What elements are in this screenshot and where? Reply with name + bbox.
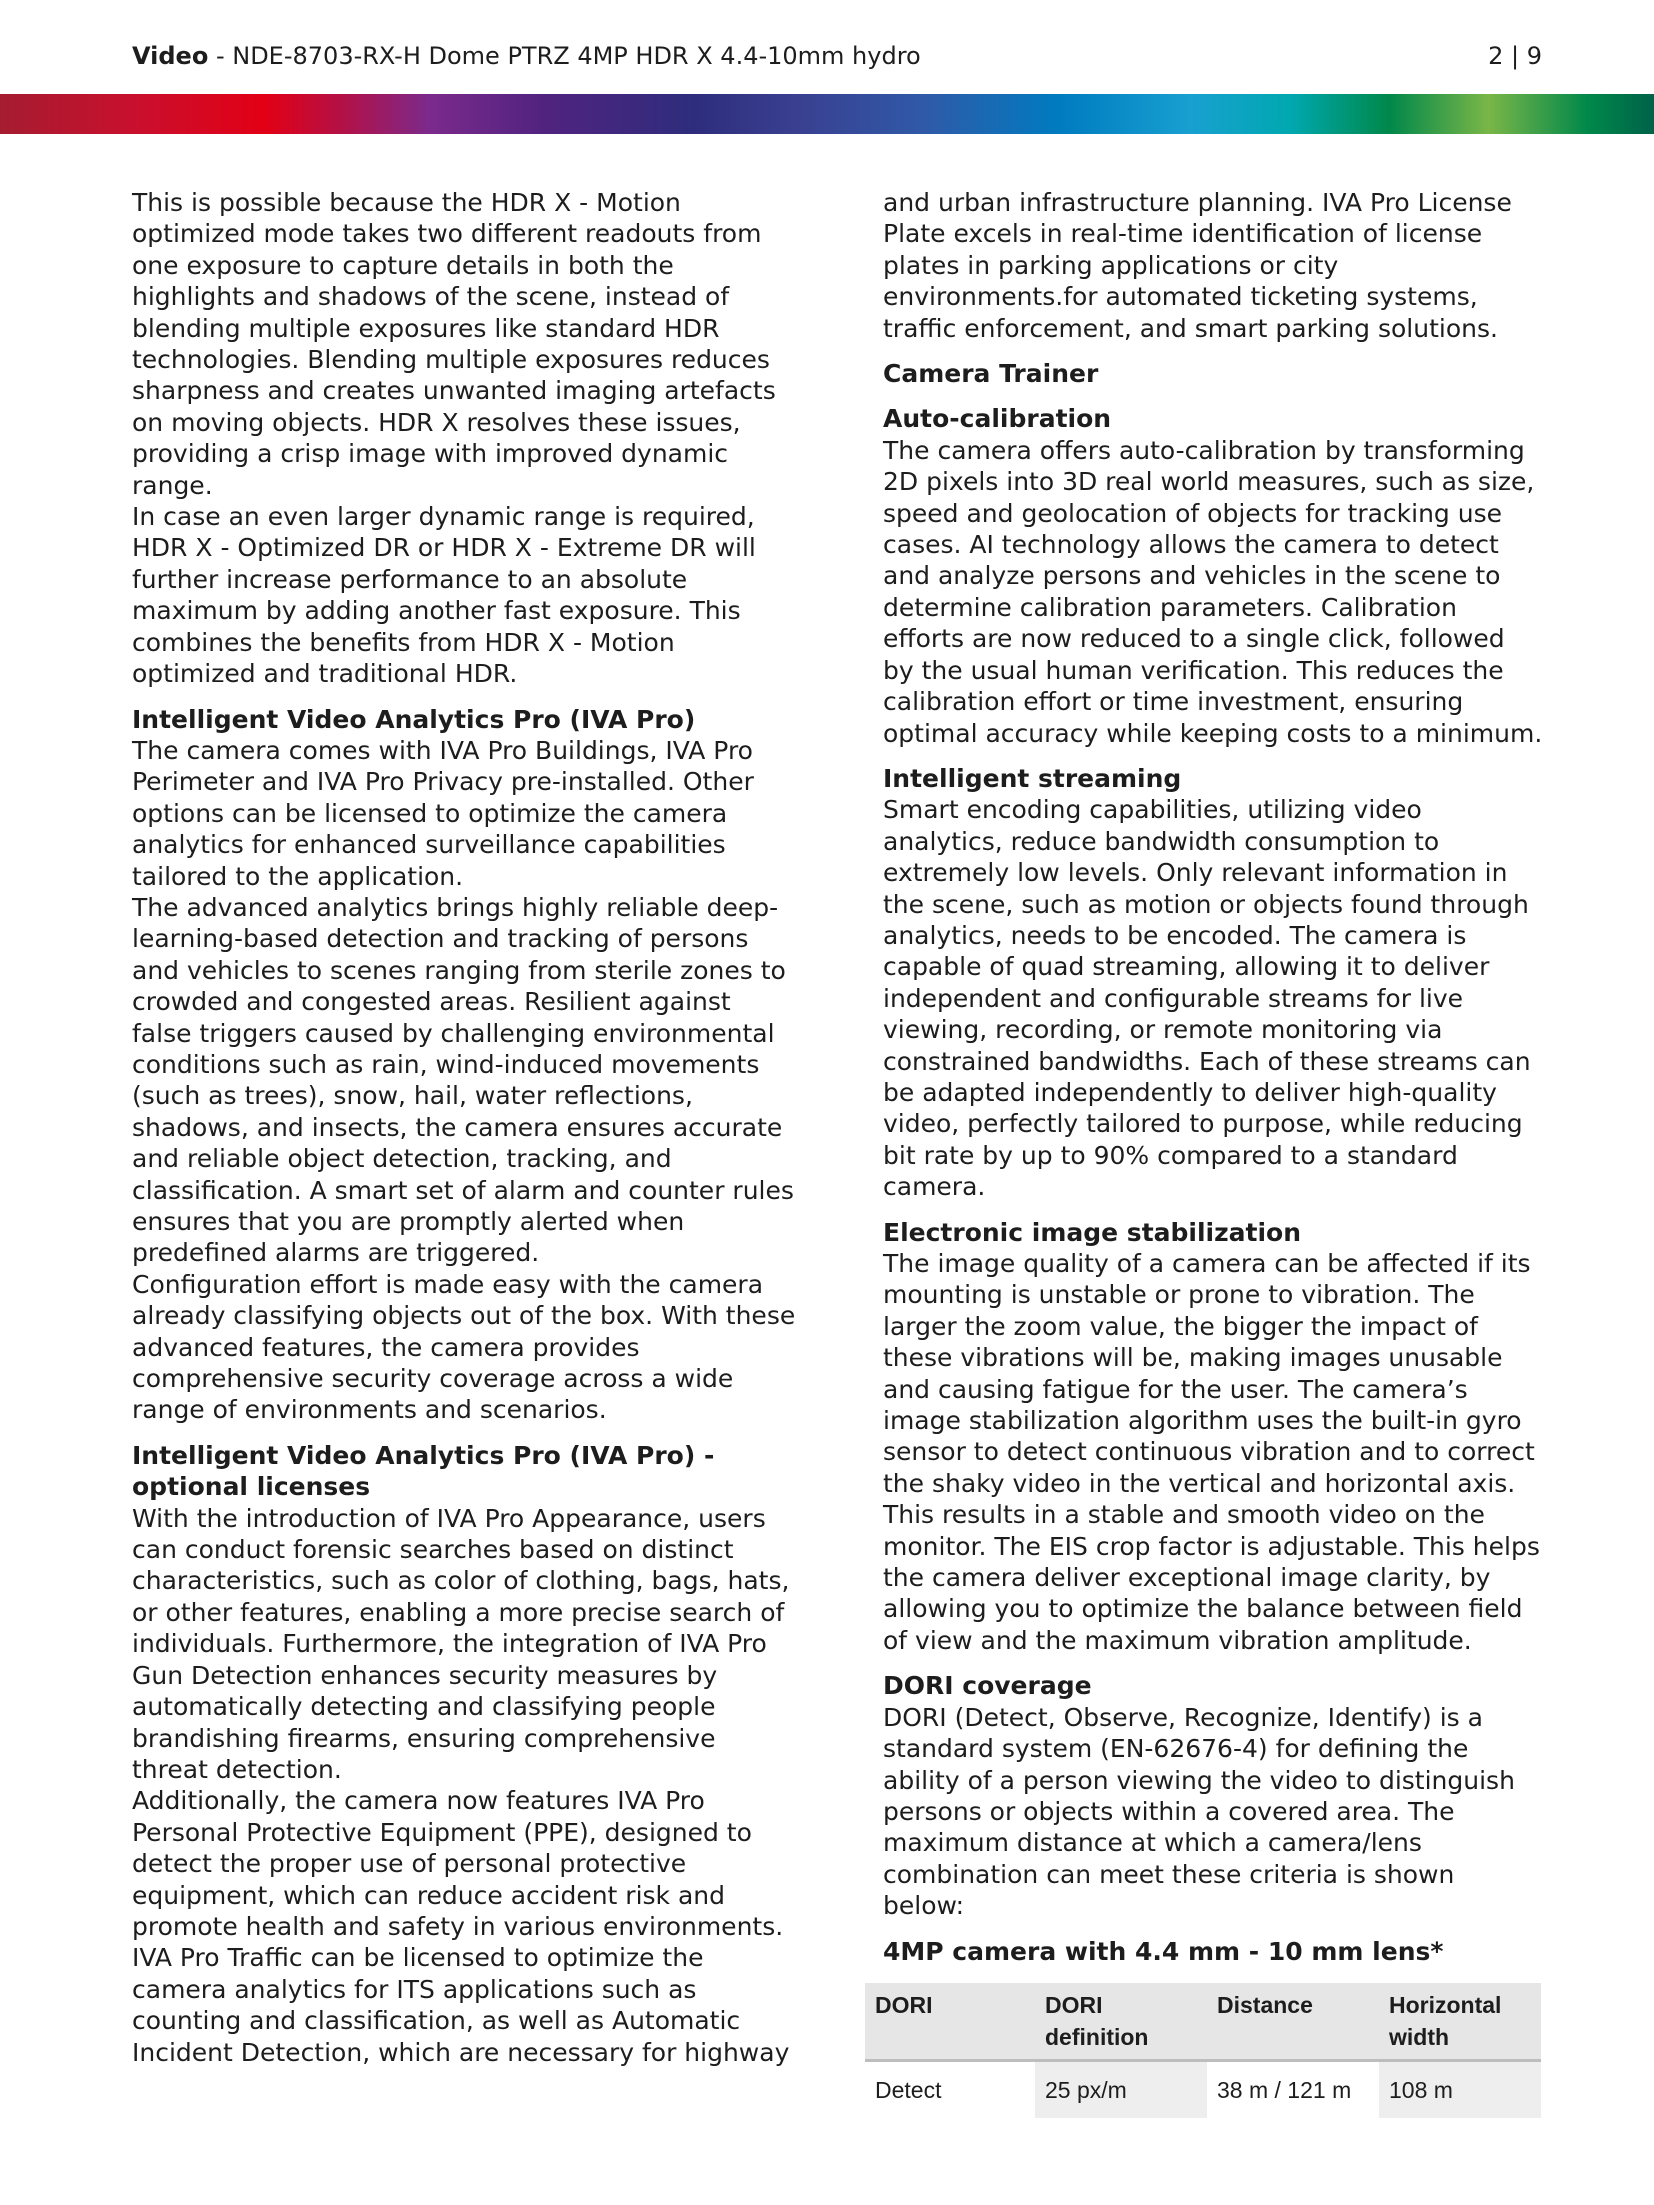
page-number: 2 | 9 <box>1488 42 1542 70</box>
paragraph: The advanced analytics brings highly reliable deep-learning-based detection and tracking of persons and vehicles to scenes ranging from sterile zones to crowded and congested areas. Resilient against false triggers caused by challenging environmental conditions such as rain, wind-induced movements (such as trees), snow, hail, water reflections, shadows, and insects, the camera ensures accurate and reliable object detection, tracking, and classification. A smart set of alarm and counter rules ensures that you are promptly alerted when predefined alarms are triggered. <box>132 892 794 1268</box>
column-header: DORI <box>865 1983 1035 2061</box>
header-title: - NDE-8703-RX-H Dome PTRZ 4MP HDR X 4.4-10mm hydro <box>208 42 921 70</box>
section-heading: Intelligent Video Analytics Pro (IVA Pro) <box>132 704 696 734</box>
section-heading: DORI coverage <box>883 1671 1092 1701</box>
paragraph: and urban infrastructure planning. IVA Pro License Plate excels in real-time identification of license plates in parking applications or city environments.for automated ticketing systems, traffic enforcement, and smart parking solutions. <box>883 188 1512 343</box>
paragraph: Smart encoding capabilities, utilizing video analytics, reduce bandwidth consumption to extremely low levels. Only relevant information in the scene, such as motion or objects found through analytics, needs to be encoded. The camera is capable of quad streaming, allowing it to deliver independent and configurable streams for live viewing, recording, or remote monitoring via constrained bandwidths. Each of these streams can be adapted independently to deliver high-quality video, perfectly tailored to purpose, while reducing bit rate by up to 90% compared to a standard camera. <box>883 795 1531 1202</box>
paragraph: The camera offers auto-calibration by transforming 2D pixels into 3D real world measures, such as size, speed and geolocation of objects for tracking use cases. AI technology allows the camera to detect and analyze persons and vehicles in the scene to determine calibration parameters. Calibration efforts are now reduced to a single click, followed by the usual human verification. This reduces the calibration effort or time investment, ensuring optimal accuracy while keeping costs to a minimum. <box>883 435 1543 748</box>
color-band <box>0 94 1654 134</box>
section-heading: Auto-calibration <box>883 404 1112 434</box>
table-heading: 4MP camera with 4.4 mm - 10 mm lens* <box>883 1936 1444 1966</box>
column-header: Distance <box>1207 1983 1379 2061</box>
table-cell: 25 px/m <box>1035 2060 1207 2118</box>
column-header: DORI definition <box>1035 1983 1207 2061</box>
paragraph: This is possible because the HDR X - Motion optimized mode takes two different readouts from one exposure to capture details in both the highlights and shadows of the scene, instead of blending multiple exposures like standard HDR technologies. Blending multiple exposures reduces sharpness and creates unwanted imaging artefacts on moving objects. HDR X resolves these issues, providing a crisp image with improved dynamic range. <box>132 188 776 500</box>
header-title-bold: Video <box>132 42 209 70</box>
section-heading: Intelligent Video Analytics Pro (IVA Pro) - optional licenses <box>132 1440 715 1502</box>
section-heading: Electronic image stabilization <box>883 1217 1302 1247</box>
paragraph: IVA Pro Traffic can be licensed to optimize the camera analytics for ITS applications such as counting and classification, as well as Automatic Incident Detection, which are necessary for highway <box>132 1943 790 2067</box>
table-cell: 38 m / 121 m <box>1217 2076 1352 2103</box>
right-column <box>875 187 1543 2118</box>
paragraph: The image quality of a camera can be affected if its mounting is unstable or prone to vibration. The larger the zoom value, the bigger the impact of these vibrations will be, making images unusable and causing fatigue for the user. The camera’s image stabilization algorithm uses the built-in gyro sensor to detect continuous vibration and to correct the shaky video in the vertical and horizontal axis. This results in a stable and smooth video on the monitor. The EIS crop factor is adjustable. This helps the camera deliver exceptional image clarity, by allowing you to optimize the balance between field of view and the maximum vibration amplitude. <box>883 1249 1540 1655</box>
paragraph: DORI (Detect, Observe, Recognize, Identify) is a standard system (EN-62676-4) for defining the ability of a person viewing the video to distinguish persons or objects within a covered area. The maximum distance at which a camera/lens combination can meet these criteria is shown below: <box>883 1702 1515 1921</box>
paragraph: With the introduction of IVA Pro Appearance, users can conduct forensic searches based on distinct characteristics, such as color of clothing, bags, hats, or other features, enabling a more precise search of individuals. Furthermore, the integration of IVA Pro Gun Detection enhances security measures by automatically detecting and classifying people brandishing firearms, ensuring comprehensive threat detection. <box>132 1503 790 1784</box>
table-header-row <box>865 1983 1541 2061</box>
page-header <box>132 36 1542 76</box>
section-heading: Camera Trainer <box>883 359 1099 389</box>
left-column <box>132 187 796 2068</box>
dori-table <box>865 1983 1541 2118</box>
paragraph: The camera comes with IVA Pro Buildings, IVA Pro Perimeter and IVA Pro Privacy pre-installed. Other options can be licensed to optimize the camera analytics for enhanced surveillance capabilities tailored to the application. <box>132 735 754 891</box>
section-heading: Intelligent streaming <box>883 763 1182 793</box>
paragraph: Configuration effort is made easy with the camera already classifying objects out of the box. With these advanced features, the camera provides comprehensive security coverage across a wide range of environments and scenarios. <box>132 1269 796 1425</box>
table-row <box>865 2060 1541 2118</box>
column-header: Horizontal width <box>1379 1983 1541 2061</box>
table-cell: 108 m <box>1379 2060 1541 2118</box>
table-cell: Detect <box>875 2076 942 2103</box>
paragraph: In case an even larger dynamic range is required, HDR X - Optimized DR or HDR X - Extreme DR will further increase performance to an absolute maximum by adding another fast exposure. This combines the benefits from HDR X - Motion optimized and traditional HDR. <box>132 502 756 689</box>
paragraph: Additionally, the camera now features IVA Pro Personal Protective Equipment (PPE), designed to detect the proper use of personal protective equipment, which can reduce accident risk and promote health and safety in various environments. <box>132 1786 784 1941</box>
